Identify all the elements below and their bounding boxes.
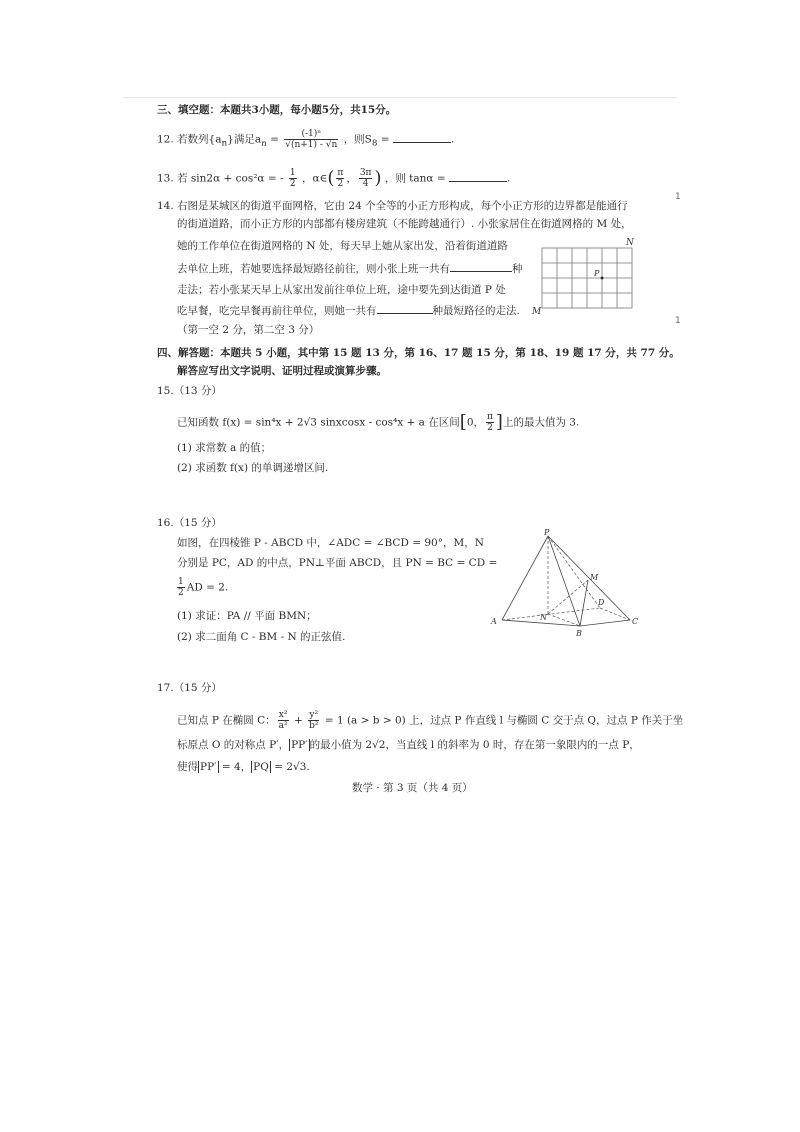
- question-14-line2: 的街道道路，而小正方形的内部都有楼房建筑（不能跨越通行）. 小张家居住在街道网格的 M 处，: [177, 218, 632, 230]
- label-a: A: [491, 617, 497, 626]
- section4-header-line1: 四、解答题：本题共 5 小题，其中第 15 题 13 分，第 16、17 题 15 分，第 18、19 题 17 分，共 77 分。: [157, 347, 680, 359]
- question-15-part1: (1) 求常数 a 的值；: [177, 442, 272, 454]
- question-17-title: 17.（15 分）: [157, 682, 222, 694]
- label-m: M: [590, 573, 599, 582]
- question-17-line1: 已知点 P 在椭圆 C： $\frac{\text{x²}}{\text{a²}}$ + $\frac{\text{y²}}{\text{b²}}$ = 1 (a > b > 0) 上，过点 P 作直线 l 与椭圆 C 交于点 Q，过点 P 作关于坐: [177, 710, 684, 731]
- question-15-part2: (2) 求函数 f(x) 的单调递增区间.: [177, 462, 329, 474]
- question-14-line4: 去单位上班，若她要选择最短路径前往，则小张上班一共有 种: [177, 263, 523, 275]
- question-17-line2: 标原点 O 的对称点 P′， PP′ 的最小值为 2√2，当直线 l 的斜率为 0 时，存在第一象限内的一点 P，: [177, 739, 640, 751]
- label-c: C: [632, 617, 639, 626]
- pyramid-figure: [488, 528, 640, 638]
- question-16-part2: (2) 求二面角 C - BM - N 的正弦值.: [177, 631, 346, 643]
- question-16-line3: $\frac{1}{2}$ AD = 2.: [178, 577, 229, 598]
- question-number: 13.: [157, 172, 174, 185]
- header-rule: [122, 97, 678, 98]
- answer-blank[interactable]: [449, 171, 507, 182]
- question-14-line3: 她的工作单位在街道网格的 N 处，每天早上她从家出发，沿着街道道路: [177, 240, 508, 252]
- section3-header: 三、填空题：本题共3小题，每小题5分，共15分。: [157, 104, 397, 116]
- label-p: P: [594, 269, 600, 278]
- label-m: M: [532, 307, 542, 317]
- label-n: N: [540, 613, 547, 622]
- margin-mark-bottom: 1: [675, 316, 681, 326]
- label-n: N: [626, 238, 634, 248]
- answer-blank[interactable]: [393, 132, 451, 143]
- answer-blank-1[interactable]: [450, 261, 512, 272]
- page-footer: 数学 · 第 3 页（共 4 页）: [352, 782, 473, 794]
- question-14-line7: （第一空 2 分，第二空 3 分）: [177, 324, 320, 336]
- label-p: P: [544, 528, 550, 537]
- question-17-line3: 使得 PP′ = 4， PQ = 2√3.: [177, 761, 310, 773]
- question-16-line1: 如图，在四棱锥 P - ABCD 中，∠ADC = ∠BCD = 90°，M，N: [177, 537, 484, 549]
- grid-lines: [542, 248, 632, 308]
- question-14-line1: 14. 右图是某城区的街道平面网格，它由 24 个全等的小正方形构成，每个小正方形的边界都是能通行: [157, 200, 628, 212]
- question-14-line5: 走法；若小张某天早上从家出发前往单位上班，途中要先到达街道 P 处: [177, 284, 506, 296]
- section4-header-line2: 解答应写出文字说明、证明过程或演算步骤。: [177, 365, 387, 377]
- question-number: 12.: [157, 133, 174, 146]
- hidden-edges: [502, 536, 630, 626]
- label-d: D: [598, 598, 605, 607]
- question-16-line2: 分别是 PC，AD 的中点，PN⊥平面 ABCD，且 PN = BC = CD =: [177, 557, 498, 569]
- answer-blank-2[interactable]: [377, 303, 433, 314]
- question-15-title: 15.（13 分）: [157, 385, 222, 397]
- question-16-title: 16.（15 分）: [157, 517, 222, 529]
- street-grid-figure: [528, 236, 638, 318]
- question-13: 13. 若 sin2α + cos²α = - $\frac{1}{2}$ ，α∈( $\frac{\pi}{2}$ ， $\frac{3\pi}{4}$ ) ，则 tanα = .: [157, 167, 511, 189]
- fraction: $\frac{\text{(-1)ⁿ}}{√(n+1) - √n}$: [285, 129, 338, 150]
- question-12: 12. 若数列$\{a_n\}$满足$a_n$ = $\frac{\text{(-1)ⁿ}}{√(n+1) - √n}$ ，则$S_8$ = .: [157, 129, 455, 150]
- question-14-line6: 吃早餐，吃完早餐再前往单位，则她一共有 种最短路径的走法.: [177, 305, 520, 317]
- point-p-marker: [601, 277, 604, 280]
- question-16-part1: (1) 求证：PA // 平面 BMN；: [177, 610, 317, 622]
- label-b: B: [576, 629, 582, 638]
- question-15-statement: 已知函数 f(x) = sin⁴x + 2√3 sinxcosx - cos⁴x + a 在区间[0， $\frac{\pi}{2}$ ]上的最大值为 3.: [177, 411, 580, 433]
- margin-mark-top: 1: [675, 192, 681, 202]
